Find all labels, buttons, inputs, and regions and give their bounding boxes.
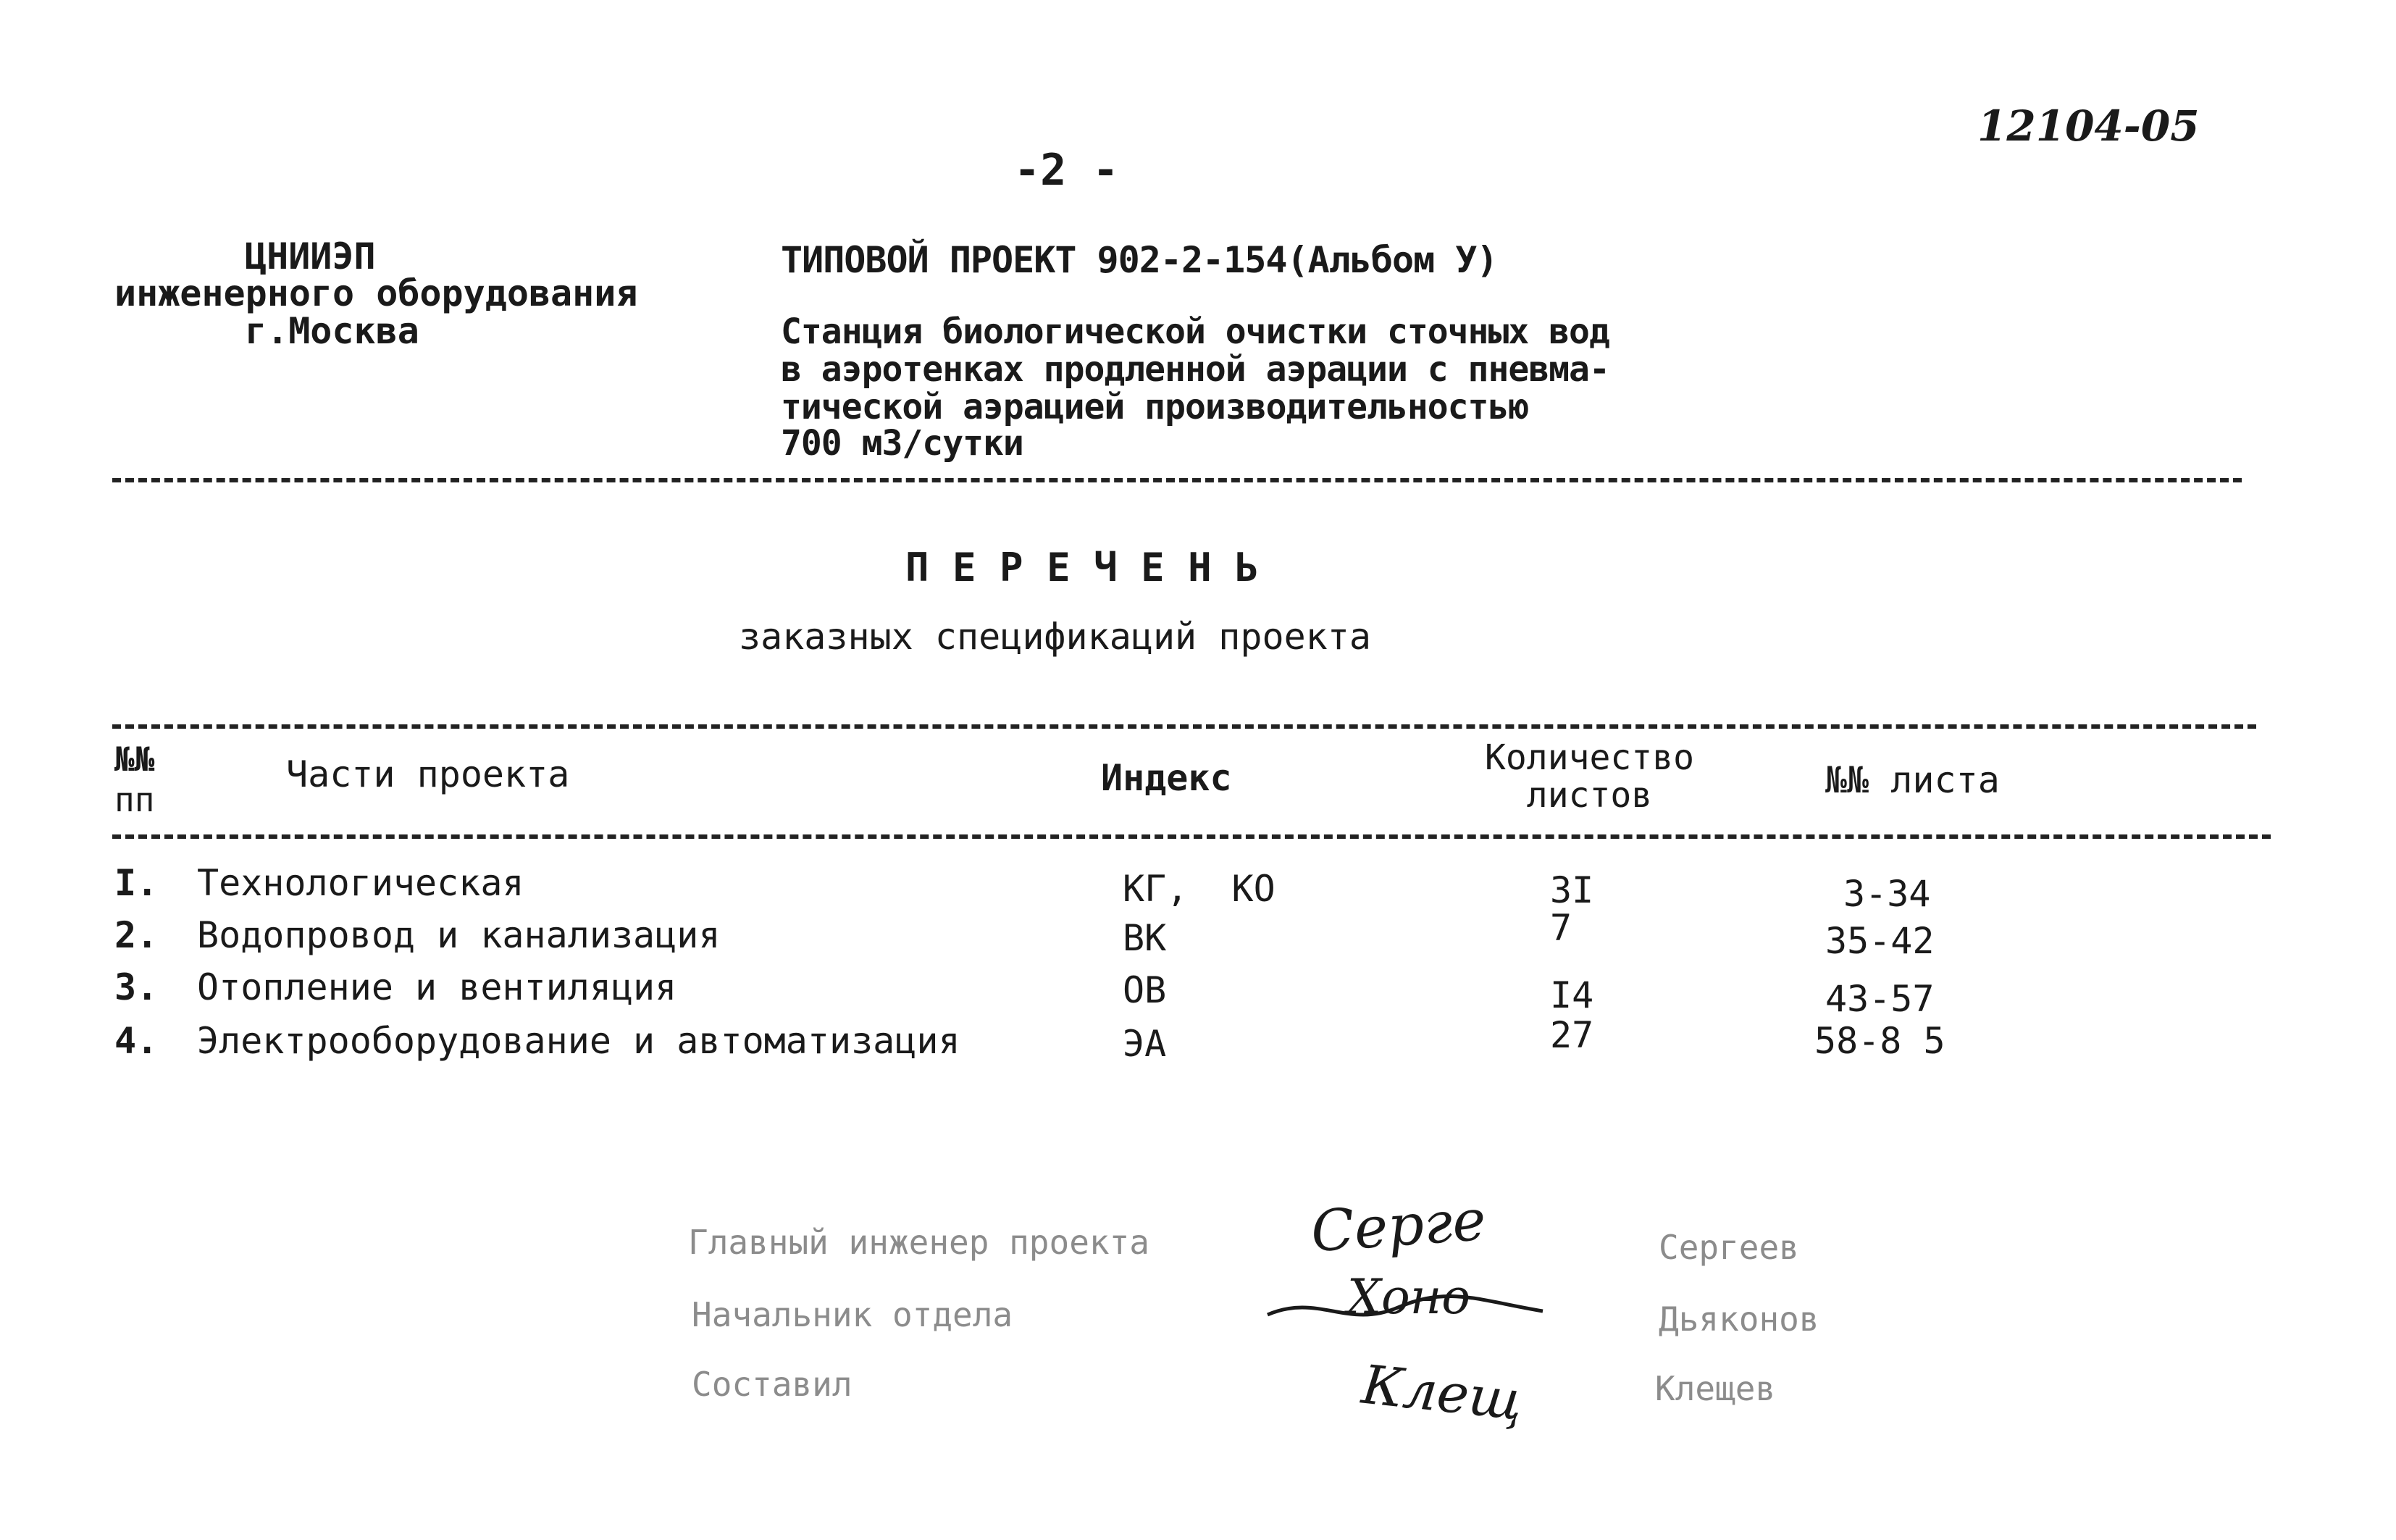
header-number-line1: №№ — [114, 740, 155, 779]
row-4-sheets: 58-8 5 — [1814, 1020, 1945, 1062]
header-part: Части проекта — [286, 753, 570, 795]
row-1-number: I. — [114, 862, 159, 904]
signature-role-compiler: Составил — [692, 1365, 853, 1404]
signature-compiler: Клещ — [1359, 1353, 1526, 1433]
document-subheading: заказных спецификаций проекта — [739, 616, 1371, 658]
header-count — [1485, 739, 1694, 814]
table-header-rule — [112, 834, 2271, 839]
header-number-line2: пп — [114, 780, 155, 819]
header-separator — [112, 478, 2242, 482]
row-4-count: 27 — [1550, 1014, 1594, 1056]
row-3-part: Отопление и вентиляция — [197, 966, 677, 1008]
signature-role-department-head: Начальник отдела — [692, 1295, 1013, 1334]
header-count-line1: Количество — [1485, 737, 1694, 778]
signature-role-chief-engineer: Главный инженер проекта — [688, 1223, 1149, 1262]
organization-name: ЦНИИЭП — [245, 235, 376, 277]
document-heading: П Е Р Е Ч Е Н Ь — [905, 545, 1259, 590]
project-description-line: 700 м3/сутки — [781, 423, 1023, 464]
row-1-count: 3I — [1550, 869, 1594, 911]
header-number — [114, 739, 154, 820]
row-3-count: I4 — [1550, 974, 1594, 1016]
signature-department-head: Хоно — [1347, 1269, 1470, 1325]
project-description-line: Станция биологической очистки сточных вод — [781, 311, 1609, 352]
row-3-number: 3. — [114, 966, 159, 1008]
row-2-count: 7 — [1550, 907, 1572, 949]
signature-chief-engineer: Серге — [1309, 1187, 1488, 1265]
header-sheets: №№ листа — [1825, 759, 2000, 801]
row-4-part: Электрооборудование и автоматизация — [197, 1020, 960, 1062]
row-1-index: КГ, КО — [1123, 868, 1276, 910]
row-2-number: 2. — [114, 914, 159, 956]
row-1-part: Технологическая — [197, 862, 524, 904]
signature-name-chief-engineer: Сергеев — [1659, 1228, 1799, 1267]
header-count-line2: листов — [1526, 775, 1653, 816]
row-2-index: ВК — [1123, 917, 1167, 959]
project-description-line: в аэротенках продленной аэрации с пневма- — [781, 349, 1609, 390]
row-2-sheets: 35-42 — [1825, 920, 1935, 962]
row-3-sheets: 43-57 — [1825, 978, 1935, 1020]
organization-city: г.Москва — [245, 310, 419, 352]
row-4-index: ЭА — [1123, 1023, 1167, 1065]
project-description-line: тической аэрацией производительностью — [781, 387, 1529, 427]
project-title: ТИПОВОЙ ПРОЕКТ 902-2-154(Альбом У) — [781, 239, 1498, 281]
signature-name-department-head: Дьяконов — [1659, 1300, 1819, 1339]
page-number: -2 - — [1014, 145, 1119, 196]
row-4-number: 4. — [114, 1020, 159, 1062]
organization-department: инженерного оборудования — [114, 272, 638, 314]
row-2-part: Водопровод и канализация — [197, 914, 721, 956]
signature-name-compiler: Клещев — [1655, 1369, 1776, 1408]
row-3-index: ОВ — [1123, 969, 1167, 1011]
header-index: Индекс — [1101, 757, 1232, 799]
table-top-rule — [112, 724, 2256, 729]
archive-number: 12104-05 — [1977, 101, 2200, 151]
row-1-sheets: 3-34 — [1843, 873, 1931, 915]
